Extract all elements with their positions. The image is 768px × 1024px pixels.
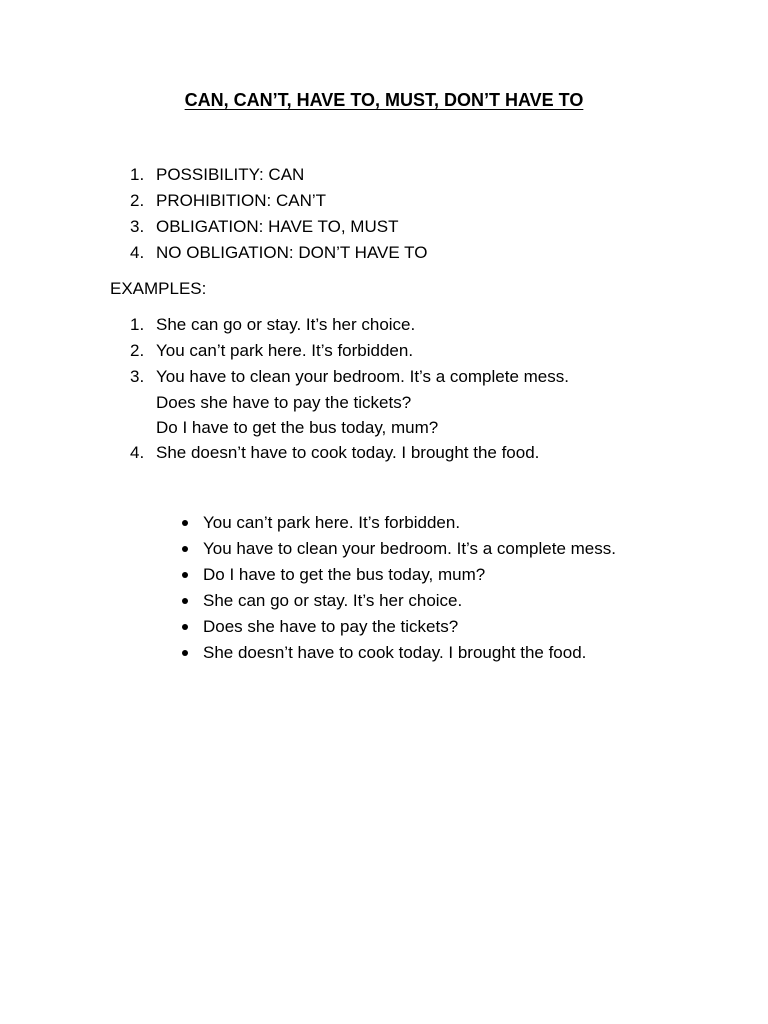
list-item-text: She can go or stay. It’s her choice.	[156, 315, 416, 334]
bullet-item-text: You have to clean your bedroom. It’s a complete mess.	[203, 539, 616, 558]
list-number: 3.	[130, 217, 145, 236]
bullet-icon	[182, 598, 188, 604]
bullet-list	[180, 510, 640, 666]
bullet-item	[180, 640, 640, 666]
examples-list	[130, 312, 569, 466]
list-item	[130, 364, 569, 440]
list-item-continuation: Does she have to pay the tickets?	[156, 393, 412, 412]
bullet-item-text: You can’t park here. It’s forbidden.	[203, 513, 461, 532]
list-item	[130, 440, 569, 466]
examples-heading: EXAMPLES:	[110, 279, 207, 298]
list-item-text: You have to clean your bedroom. It’s a complete mess.	[156, 367, 569, 386]
bullet-item-text: She can go or stay. It’s her choice.	[203, 591, 463, 610]
bullet-item-text: She doesn’t have to cook today. I brought the food.	[203, 643, 587, 662]
list-item-text: She doesn’t have to cook today. I brought the food.	[156, 443, 540, 462]
bullet-icon	[182, 624, 188, 630]
list-item-text: PROHIBITION: CAN’T	[156, 191, 327, 210]
bullet-item	[180, 510, 640, 536]
bullet-item	[180, 614, 640, 640]
list-number: 2.	[130, 341, 145, 360]
list-item-text: You can’t park here. It’s forbidden.	[156, 341, 414, 360]
bullet-icon	[182, 520, 188, 526]
list-number: 4.	[130, 243, 145, 262]
page-title-text: CAN, CAN’T, HAVE TO, MUST, DON’T HAVE TO	[184, 90, 584, 110]
list-number: 1.	[130, 165, 145, 184]
page-title	[0, 90, 768, 111]
bullet-icon	[182, 650, 188, 656]
list-item	[130, 338, 569, 364]
list-item	[130, 162, 427, 188]
list-number: 3.	[130, 367, 145, 386]
list-item-continuation: Do I have to get the bus today, mum?	[156, 418, 439, 437]
bullet-icon	[182, 546, 188, 552]
bullet-item	[180, 588, 640, 614]
list-item-text: OBLIGATION: HAVE TO, MUST	[156, 217, 399, 236]
usage-categories-list	[130, 162, 427, 266]
list-item-text: POSSIBILITY: CAN	[156, 165, 305, 184]
list-item-text: NO OBLIGATION: DON’T HAVE TO	[156, 243, 428, 262]
list-item	[130, 214, 427, 240]
bullet-item	[180, 562, 640, 588]
bullet-item-text: Does she have to pay the tickets?	[203, 617, 459, 636]
list-item	[130, 188, 427, 214]
list-item	[130, 240, 427, 266]
bullet-item	[180, 536, 640, 562]
list-item	[130, 312, 569, 338]
list-number: 1.	[130, 315, 145, 334]
list-number: 2.	[130, 191, 145, 210]
bullet-item-text: Do I have to get the bus today, mum?	[203, 565, 486, 584]
list-number: 4.	[130, 443, 145, 462]
bullet-icon	[182, 572, 188, 578]
